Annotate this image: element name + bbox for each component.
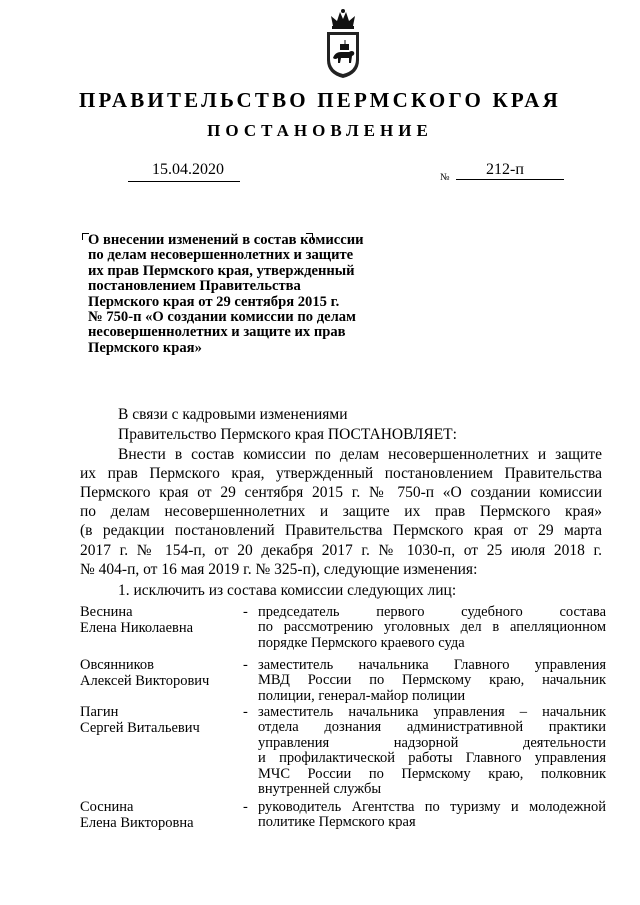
member-dash: - bbox=[243, 657, 248, 673]
position-line: управления надзорной деятельности bbox=[258, 734, 606, 751]
member-position bbox=[258, 605, 606, 651]
paragraph-line: Внести в состав комиссии по делам несовершеннолетних и защите bbox=[118, 446, 602, 463]
paragraph-line: по делам несовершеннолетних и защите их прав Пермского края» bbox=[80, 503, 602, 520]
subject-line: О внесении изменений в состав комиссии bbox=[88, 232, 364, 248]
subject-line: постановлением Правительства bbox=[88, 278, 301, 295]
member-name bbox=[80, 658, 209, 689]
number-sign: № bbox=[440, 172, 450, 183]
member-name bbox=[80, 605, 193, 636]
member-given-name: Елена Николаевна bbox=[80, 619, 194, 636]
date-underline bbox=[128, 181, 240, 182]
subject-line: их прав Пермского края, утвержденный bbox=[88, 262, 355, 279]
document-number: 212-п bbox=[486, 161, 524, 178]
paragraph-line: 2017 г. № 154-п, от 20 декабря 2017 г. № 1030-п, от 25 июля 2018 г. bbox=[80, 542, 602, 559]
member-dash: - bbox=[243, 799, 248, 815]
member-position bbox=[258, 800, 606, 831]
member-surname: Пагин bbox=[80, 704, 119, 720]
document-type: ПОСТАНОВЛЕНИЕ bbox=[207, 121, 433, 140]
paragraph-line: Пермского края от 29 сентября 2015 г. № 750-п «О создании комиссии bbox=[80, 484, 602, 501]
member-position bbox=[258, 705, 606, 797]
member-surname: Овсянников bbox=[80, 657, 155, 673]
member-surname: Веснина bbox=[80, 604, 133, 620]
number-underline bbox=[456, 179, 564, 180]
position-line: полиции, генерал-майор полиции bbox=[258, 687, 466, 704]
position-line: заместитель начальника управления – начальник bbox=[258, 704, 606, 720]
subject-line: по делам несовершеннолетних и защите bbox=[88, 247, 354, 264]
position-line: и профилактической работы Главного управления bbox=[258, 750, 606, 767]
paragraph-line: (в редакции постановлений Правительства Пермского края от 29 марта bbox=[80, 522, 602, 539]
member-given-name: Елена Викторовна bbox=[80, 814, 194, 831]
position-line: МЧС России по Пермскому краю, полковник bbox=[258, 765, 606, 782]
position-line: отдела дознания административной практики bbox=[258, 719, 606, 736]
position-line: порядке Пермского краевого суда bbox=[258, 634, 465, 651]
subject-line: несовершеннолетних и защите их прав bbox=[88, 324, 346, 341]
member-name bbox=[80, 800, 194, 831]
document-date: 15.04.2020 bbox=[152, 161, 224, 178]
resolution-line: Правительство Пермского края ПОСТАНОВЛЯЕТ: bbox=[118, 426, 457, 443]
member-surname: Соснина bbox=[80, 799, 134, 815]
coat-of-arms-emblem bbox=[321, 8, 365, 80]
member-position bbox=[258, 658, 606, 704]
subject-line: Пермского края» bbox=[88, 339, 202, 356]
member-dash: - bbox=[243, 704, 248, 720]
member-given-name: Алексей Викторович bbox=[80, 672, 210, 689]
member-name bbox=[80, 705, 200, 736]
subject-line: Пермского края от 29 сентября 2015 г. bbox=[88, 293, 340, 310]
position-line: председатель первого судебного состава bbox=[258, 604, 606, 620]
position-line: руководитель Агентства по туризму и молодежной bbox=[258, 799, 606, 815]
paragraph-line: № 404-п, от 16 мая 2019 г. № 325-п), следующие изменения: bbox=[80, 561, 478, 578]
position-line: политике Пермского края bbox=[258, 814, 416, 831]
position-line: по рассмотрению уголовных дел в апелляционном bbox=[258, 619, 606, 636]
document-subject bbox=[88, 233, 378, 356]
position-line: внутренней службы bbox=[258, 781, 382, 798]
paragraph-line: их прав Пермского края, утвержденный постановлением Правительства bbox=[80, 465, 602, 482]
government-title: ПРАВИТЕЛЬСТВО ПЕРМСКОГО КРАЯ bbox=[78, 88, 561, 112]
item-1: 1. исключить из состава комиссии следующих лиц: bbox=[118, 582, 457, 599]
member-dash: - bbox=[243, 604, 248, 620]
member-given-name: Сергей Витальевич bbox=[80, 719, 200, 736]
subject-line: № 750-п «О создании комиссии по делам bbox=[88, 309, 356, 326]
position-line: МВД России по Пермскому краю, начальник bbox=[258, 672, 606, 689]
intro-line: В связи с кадровыми изменениями bbox=[118, 406, 348, 423]
position-line: заместитель начальника Главного управления bbox=[258, 657, 606, 673]
